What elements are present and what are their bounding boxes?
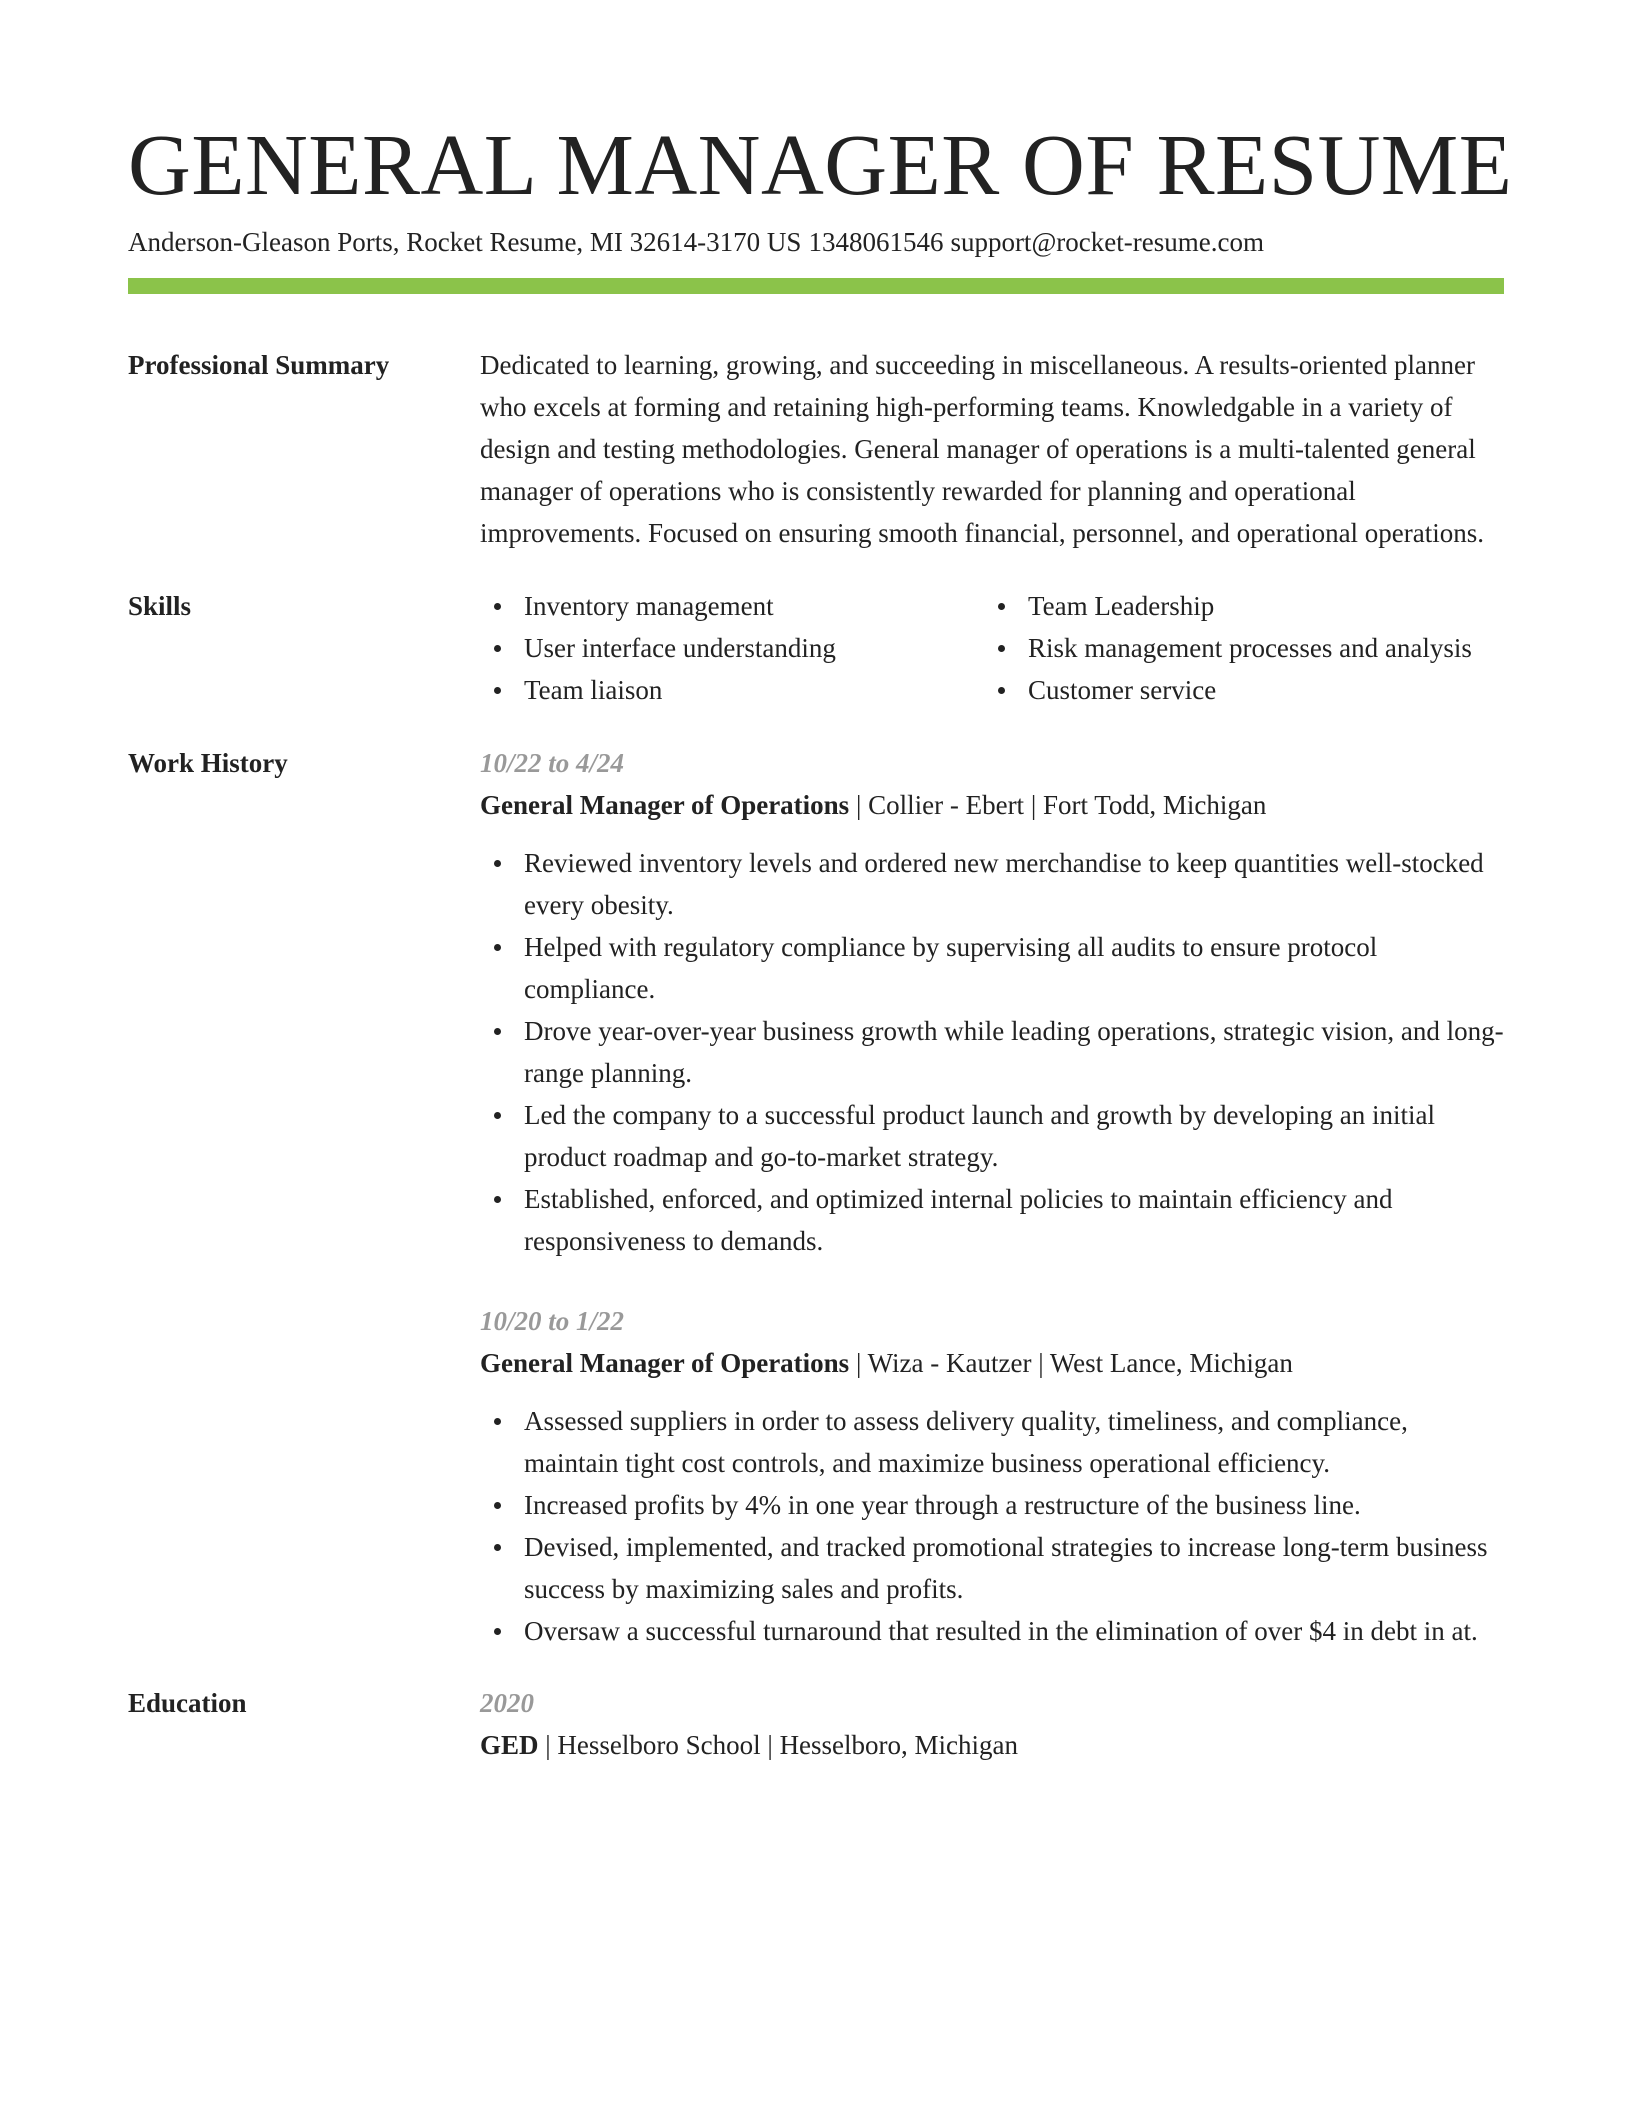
section-label-education: Education	[128, 1687, 247, 1718]
job-location: West Lance, Michigan	[1049, 1347, 1293, 1378]
section-work-history	[128, 742, 1504, 1652]
job-bullet: Reviewed inventory levels and ordered new merchandise to keep quantities well-stocked every obesity.	[480, 842, 1504, 926]
section-professional-summary	[128, 344, 1504, 554]
skill-item: Risk management processes and analysis	[984, 627, 1472, 669]
resume-name: GENERAL MANAGER OF RESUME	[128, 116, 1513, 213]
skill-item: Inventory management	[480, 585, 984, 627]
section-skills	[128, 585, 1504, 711]
job-bullets	[480, 842, 1504, 1262]
skills-grid	[480, 585, 1504, 711]
contact-phone: 1348061546	[808, 226, 944, 257]
section-label-work-history: Work History	[128, 747, 288, 778]
skill-item: Customer service	[984, 669, 1472, 711]
job-bullet: Devised, implemented, and tracked promotional strategies to increase long-term business success by maximizing sales and profits.	[480, 1526, 1504, 1610]
contact-email: support@rocket-resume.com	[950, 226, 1264, 257]
job-title: General Manager of Operations	[480, 1347, 850, 1378]
education-body	[480, 1682, 1504, 1766]
skills-body	[480, 585, 1504, 711]
job-employer: Wiza - Kautzer	[867, 1347, 1032, 1378]
separator: |	[1038, 1347, 1044, 1378]
section-label-skills: Skills	[128, 590, 192, 621]
job-heading	[480, 784, 1504, 826]
skills-list-right	[984, 585, 1472, 711]
job-location: Fort Todd, Michigan	[1042, 789, 1267, 820]
separator: |	[545, 1729, 551, 1760]
job-bullet: Increased profits by 4% in one year through a restructure of the business line.	[480, 1484, 1504, 1526]
separator: |	[855, 789, 862, 820]
summary-text: Dedicated to learning, growing, and succeeding in miscellaneous. A results-oriented planner who excels at forming and retaining high-performing teams. Knowledgable in a variety of design and testing methodologies. General manager of operations is a multi-talented general manager of operations who is consistently rewarded for planning and operational improvements. Focused on ensuring smooth financial, personnel, and operational operations.	[480, 349, 1485, 548]
contact-address: Anderson-Gleason Ports, Rocket Resume, MI 32614-3170 US	[128, 226, 802, 257]
education-location: Hesselboro, Michigan	[779, 1729, 1019, 1760]
separator: |	[855, 1347, 862, 1378]
job-dates: 10/22 to 4/24	[480, 747, 625, 778]
skill-item: Team liaison	[480, 669, 984, 711]
job-employer: Collier - Ebert	[868, 789, 1025, 820]
job-bullets	[480, 1400, 1504, 1652]
job-heading	[480, 1342, 1504, 1384]
job-bullet: Drove year-over-year business growth while leading operations, strategic vision, and long-range planning.	[480, 1010, 1504, 1094]
work-history-body	[480, 742, 1504, 1652]
skills-list-left	[480, 585, 984, 711]
job-bullet: Oversaw a successful turnaround that resulted in the elimination of over $4 in debt in at.	[480, 1610, 1504, 1652]
education-degree: GED	[480, 1729, 539, 1760]
job-bullet: Helped with regulatory compliance by supervising all audits to ensure protocol compliance.	[480, 926, 1504, 1010]
separator: |	[767, 1729, 773, 1760]
header-divider	[128, 278, 1504, 294]
job-dates: 10/20 to 1/22	[480, 1305, 625, 1336]
section-education	[128, 1682, 1504, 1766]
separator: |	[1030, 789, 1037, 820]
job-bullet: Assessed suppliers in order to assess delivery quality, timeliness, and compliance, maintain tight cost controls, and maximize business operational efficiency.	[480, 1400, 1504, 1484]
job-entry	[480, 742, 1504, 1262]
job-title: General Manager of Operations	[480, 789, 850, 820]
education-year: 2020	[480, 1687, 534, 1718]
job-bullet: Established, enforced, and optimized internal policies to maintain efficiency and responsiveness to demands.	[480, 1178, 1504, 1262]
education-heading	[480, 1724, 1504, 1766]
education-school: Hesselboro School	[557, 1729, 761, 1760]
job-bullet: Led the company to a successful product launch and growth by developing an initial product roadmap and go-to-market strategy.	[480, 1094, 1504, 1178]
section-label-summary: Professional Summary	[128, 349, 390, 380]
skill-item: User interface understanding	[480, 627, 984, 669]
skill-item: Team Leadership	[984, 585, 1472, 627]
job-entry	[480, 1300, 1504, 1652]
contact-line	[128, 222, 1504, 262]
